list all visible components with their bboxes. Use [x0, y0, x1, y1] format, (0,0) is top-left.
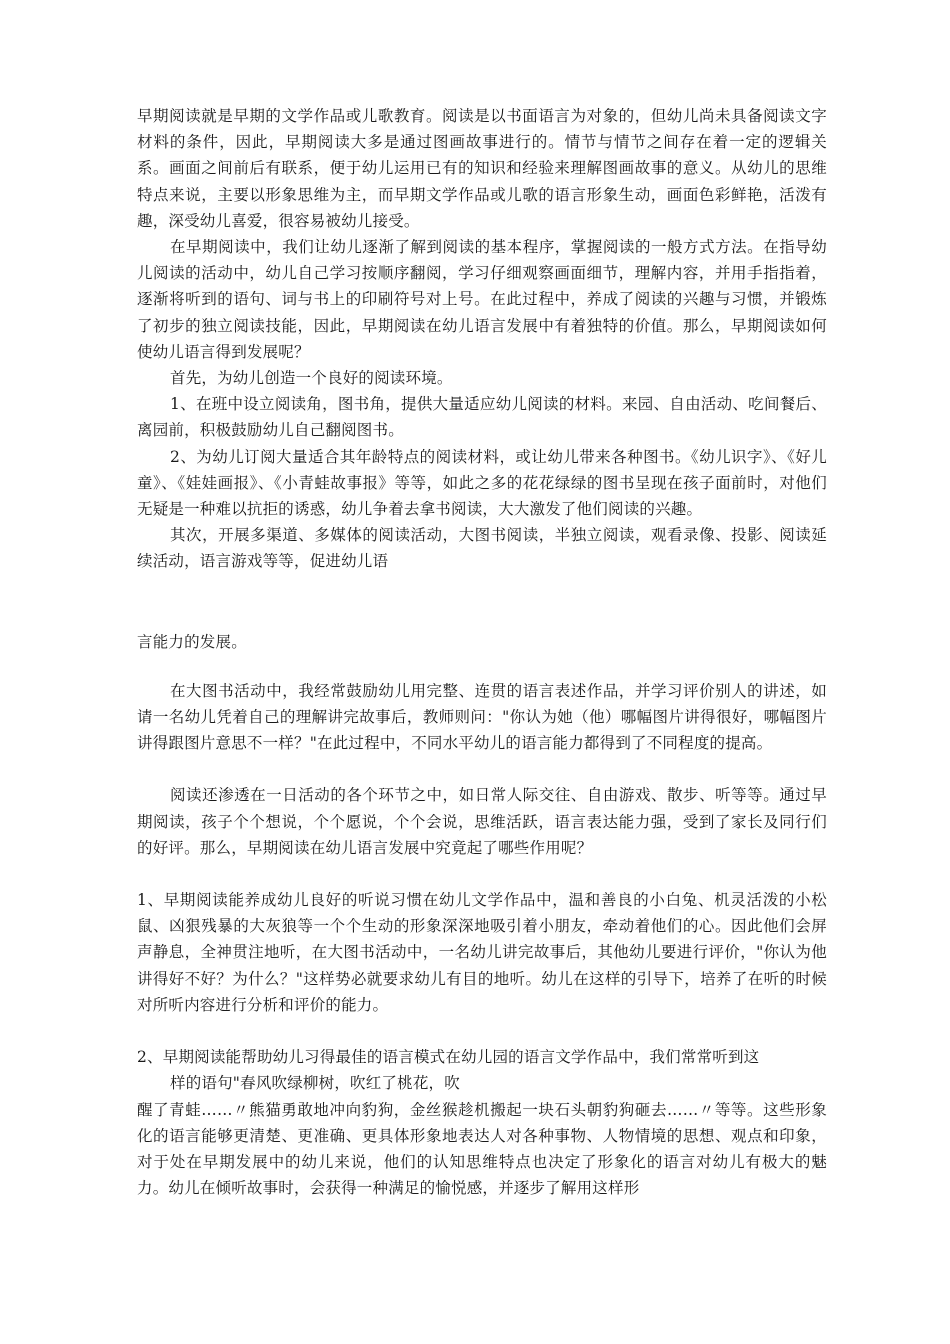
- paragraph-effect-2-language-model: 2、早期阅读能帮助幼儿习得最佳的语言模式在幼儿园的语言文学作品中，我们常常听到这: [137, 1048, 760, 1067]
- paragraph-effect-2-examples: 醒了青蛙……〃熊猫勇敢地冲向豹狗，金丝猴趁机搬起一块石头朝豹狗砸去……〃等等。这些形象化的语言能够更清楚、更准确、更具体形象地表达人对各种事物、人物情境的思想、观点和印象，对于处在早期发展中的幼儿来说，他们的认知思维特点也决定了形象化的语言对幼儿有极大的魅力。幼儿在倾听故事时，会获得一种满足的愉悦感，并逐步了解用这样形: [137, 1100, 827, 1198]
- paragraph-daily-activities: 阅读还渗透在一日活动的各个环节之中，如日常人际交往、自由游戏、散步、听等等。通过早期阅读，孩子个个想说，个个愿说，个个会说，思维活跃，语言表达能力强，受到了家长及同行们的好评。那么，早期阅读在幼儿语言发展中究竟起了哪些作用呢？: [137, 786, 827, 857]
- document-body: [137, 103, 827, 1201]
- paragraph-point-2-materials: 2、为幼儿订阅大量适合其年龄特点的阅读材料，或让幼儿带来各种图书。《幼儿识字》、《好儿童》、《娃娃画报》、《小青蛙故事报》等等，如此之多的花花绿绿的图书呈现在孩子面前时，对他们无疑是一种难以抗拒的诱惑，幼儿争着去拿书阅读，大大激发了他们阅读的兴趣。: [137, 447, 827, 519]
- paragraph-effect-2-continued: 样的语句"春风吹绿柳树，吹红了桃花，吹: [170, 1074, 460, 1093]
- paragraph-reading-procedure: 在早期阅读中，我们让幼儿逐渐了解到阅读的基本程序，掌握阅读的一般方式方法。在指导幼儿阅读的活动中，幼儿自己学习按顺序翻阅，学习仔细观察画面细节，理解内容，并用手指指着，逐渐将听到的语句、词与书上的印刷符号对上号。在此过程中，养成了阅读的兴趣与习惯，并锻炼了初步的独立阅读技能，因此，早期阅读在幼儿语言发展中有着独特的价值。那么，早期阅读如何使幼儿语言得到发展呢？: [137, 238, 827, 361]
- paragraph-intro: 早期阅读就是早期的文学作品或儿歌教育。阅读是以书面语言为对象的，但幼儿尚未具备阅读文字材料的条件，因此，早期阅读大多是通过图画故事进行的。情节与情节之间存在着一定的逻辑关系。画面之间前后有联系，便于幼儿运用已有的知识和经验来理解图画故事的意义。从幼儿的思维特点来说，主要以形象思维为主，而早期文学作品或儿歌的语言形象生动，画面色彩鲜艳，活泼有趣，深受幼儿喜爱，很容易被幼儿接受。: [137, 107, 827, 230]
- paragraph-language-development: 言能力的发展。: [137, 632, 247, 651]
- paragraph-big-book-activity: 在大图书活动中，我经常鼓励幼儿用完整、连贯的语言表述作品，并学习评价别人的讲述，如请一名幼儿凭着自己的理解讲完故事后，教师则问："你认为她（他）哪幅图片讲得很好，哪幅图片讲得跟图片意思不一样？"在此过程中，不同水平幼儿的语言能力都得到了不同程度的提高。: [137, 681, 827, 753]
- paragraph-point-1-reading-corner: 1、在班中设立阅读角，图书角，提供大量适应幼儿阅读的材料。来园、自由活动、吃间餐后、离园前，积极鼓励幼儿自己翻阅图书。: [137, 395, 827, 440]
- paragraph-second-activities: 其次，开展多渠道、多媒体的阅读活动，大图书阅读，半独立阅读，观看录像、投影、阅读延续活动，语言游戏等等，促进幼儿语: [137, 526, 827, 571]
- paragraph-first-environment: 首先，为幼儿创造一个良好的阅读环境。: [170, 369, 453, 388]
- paragraph-effect-1-listening: 1、早期阅读能养成幼儿良好的听说习惯在幼儿文学作品中，温和善良的小白兔、机灵活泼的小松鼠、凶狠残暴的大灰狼等一个个生动的形象深深地吸引着小朋友，牵动着他们的心。因此他们会屏声静息，全神贯注地听，在大图书活动中，一名幼儿讲完故事后，其他幼儿要进行评价，"你认为他讲得好不好？为什么？"这样势必就要求幼儿有目的地听。幼儿在这样的引导下，培养了在听的时候对所听内容进行分析和评价的能力。: [137, 891, 827, 1014]
